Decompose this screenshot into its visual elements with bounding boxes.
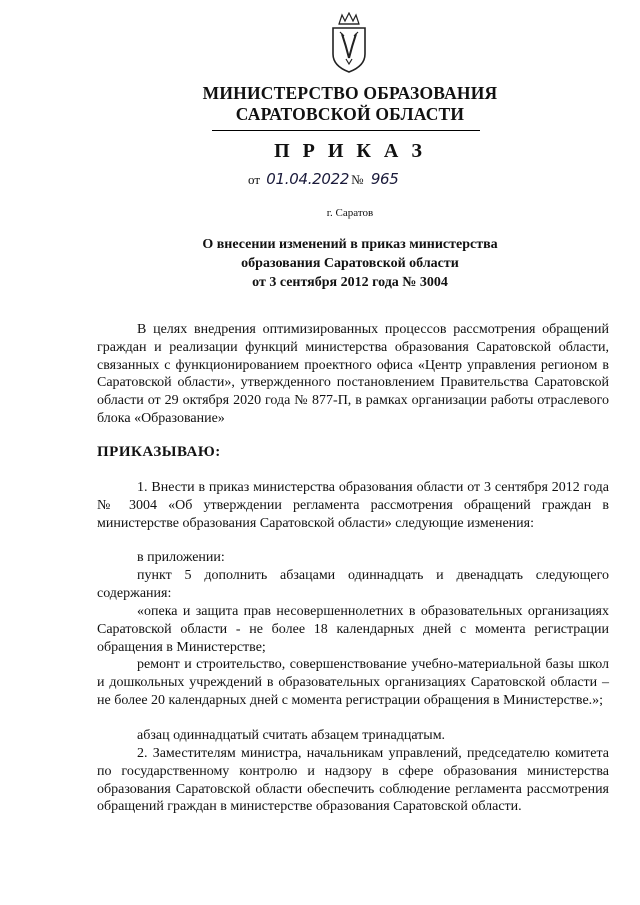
- document-type: П Р И К А З: [274, 140, 426, 162]
- order-heading: ПРИКАЗЫВАЮ:: [97, 444, 221, 460]
- item-1-subparagraph: «опека и защита прав несовершеннолетних в образовательных организациях Саратовской области - не более 18 календарных дней с момента регистрации обращения в Министерстве;: [97, 604, 609, 655]
- item-2-paragraph: 2. Заместителям министра, начальникам управлений, председателю комитета по государственному контролю и надзору в сфере образования министерства образования Саратовской области обеспечить соблюдение регламента рассмотрения обращений граждан в министерстве образования Саратовской области.: [97, 746, 609, 815]
- preamble-paragraph: В целях внедрения оптимизированных процессов рассмотрения обращений граждан и реализации функций министерства образования Саратовской области, связанных с функционированием проектного офиса «Центр управления регионом в Саратовской области», утвержденного постановлением Правительства Саратовской области от 29 октября 2020 года № 877-П, в рамках организации работы отраслевого блока «Образование»: [97, 322, 609, 426]
- subject-line: О внесении изменений в приказ министерства: [202, 237, 498, 252]
- subject-line: от 3 сентября 2012 года № 3004: [252, 275, 448, 290]
- date-line: [248, 170, 399, 188]
- header-divider: [212, 130, 480, 132]
- handwritten-number: 965: [370, 170, 399, 188]
- item-1-subparagraph: ремонт и строительство, совершенствование учебно-материальной базы школ и дошкольных учреждений в образовательных организациях Саратовской области – не более 20 календарных дней с момента регистрации обращения в Министерстве.»;: [97, 657, 609, 708]
- ministry-name-line1: МИНИСТЕРСТВО ОБРАЗОВАНИЯ: [202, 83, 498, 103]
- item-1-subparagraph: пункт 5 дополнить абзацами одиннадцать и двенадцать следующего содержания:: [97, 568, 609, 601]
- subject-line: образования Саратовской области: [241, 256, 459, 271]
- coat-of-arms-icon: [326, 12, 372, 74]
- item-1-subparagraph: в приложении:: [137, 550, 225, 565]
- subject-block: [140, 235, 560, 292]
- city-name: г. Саратов: [326, 207, 374, 219]
- ministry-name-line2: САРАТОВСКОЙ ОБЛАСТИ: [235, 104, 465, 124]
- item-1-paragraph: 1. Внести в приказ министерства образования области от 3 сентября 2012 года № 3004 «Об утверждении регламента рассмотрения обращений граждан в министерстве образования Саратовской области» следующие изменения:: [97, 480, 609, 531]
- number-sign: №: [351, 172, 364, 187]
- item-1-subparagraph: абзац одиннадцатый считать абзацем тринадцатым.: [137, 728, 446, 743]
- date-prefix: от: [248, 172, 261, 187]
- handwritten-date: 01.04.2022: [266, 170, 350, 188]
